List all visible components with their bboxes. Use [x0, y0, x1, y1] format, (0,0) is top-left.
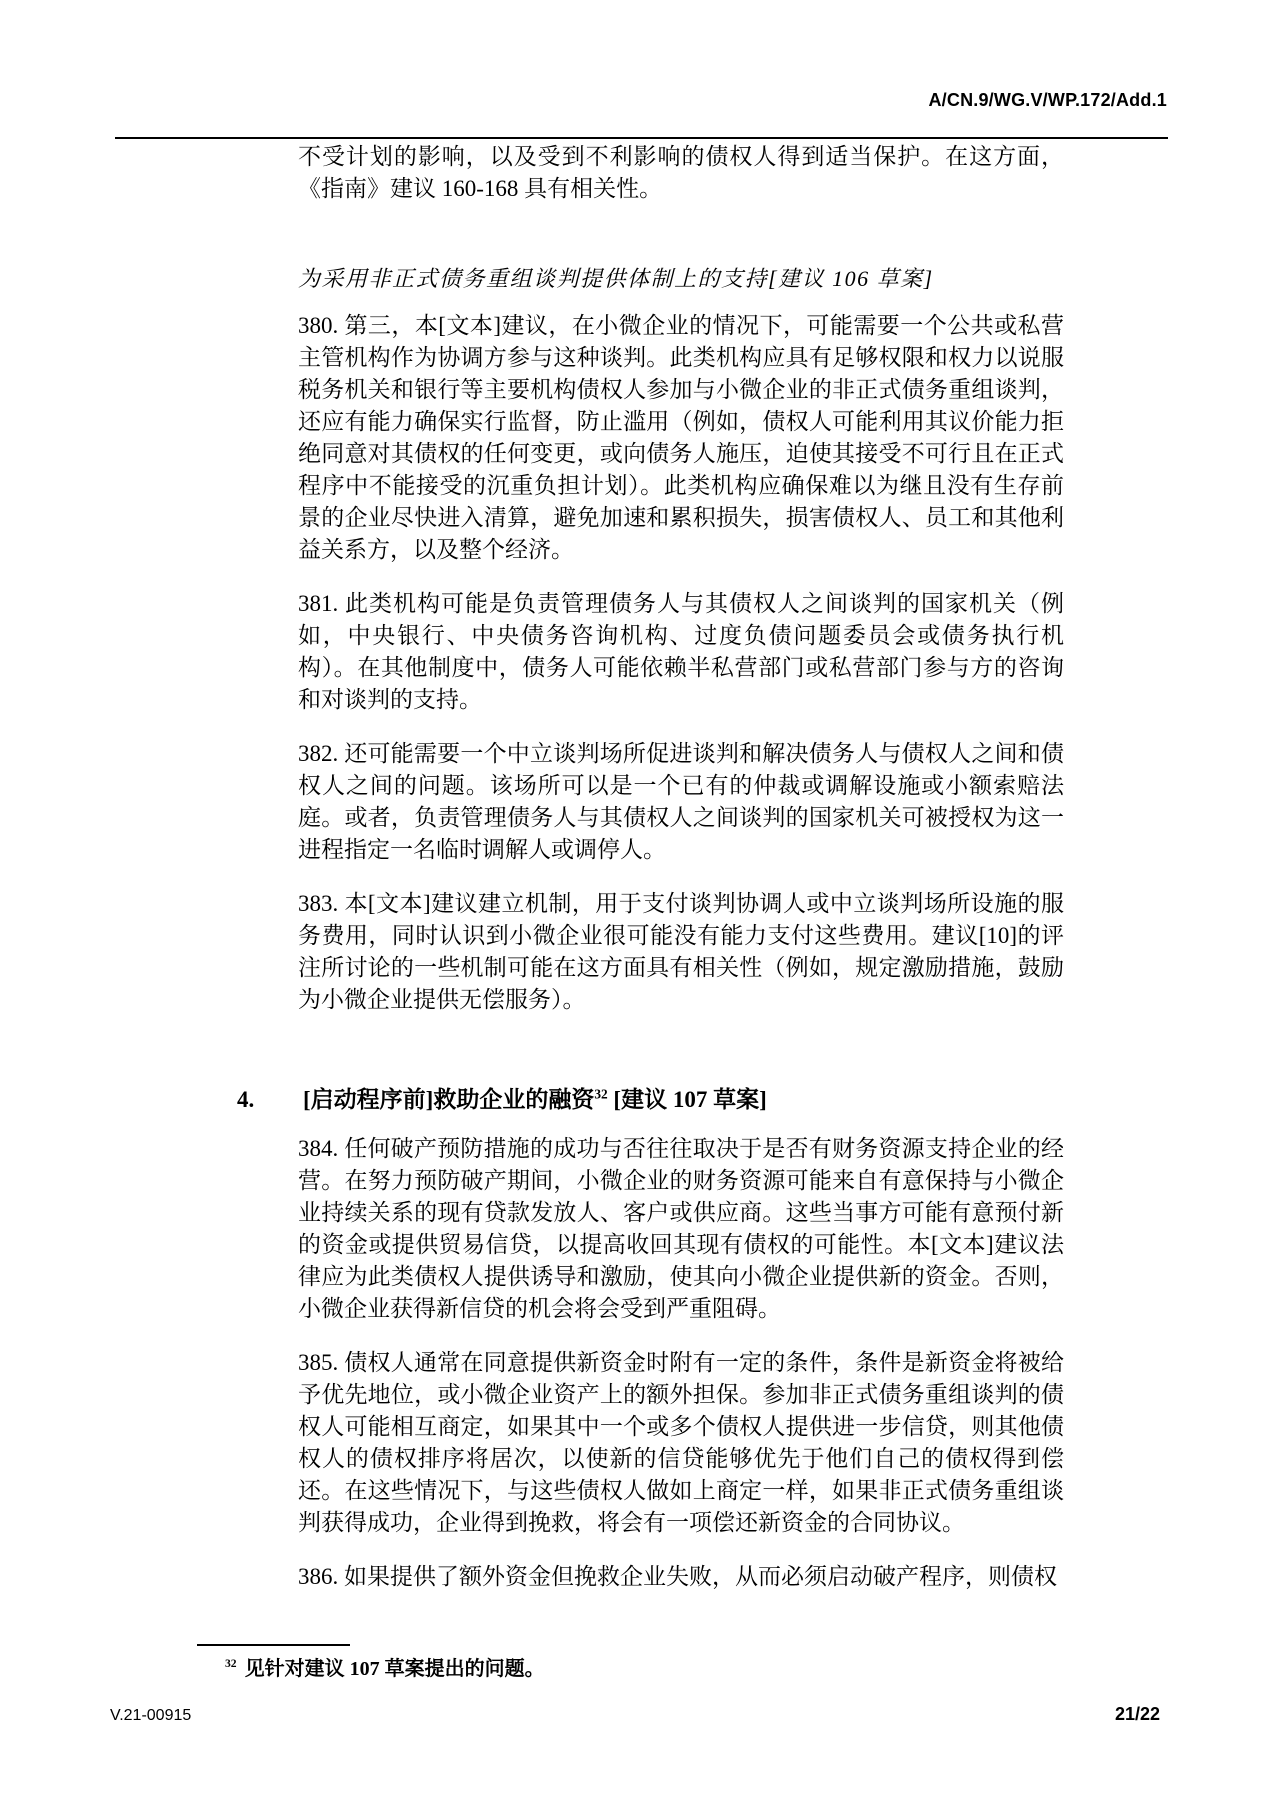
- paragraph-381: 381. 此类机构可能是负责管理债务人与其债权人之间谈判的国家机关（例如，中央银行、中央债务咨询机构、过度负债问题委员会或债务执行机构）。在其他制度中，债务人可能依赖半私营部门或私营部门参与方的咨询和对谈判的支持。: [298, 591, 1064, 712]
- header-divider: [115, 137, 1168, 139]
- footnote-32: [225, 1656, 1065, 1682]
- section-title-suffix: [建议 107 草案]: [607, 1087, 767, 1112]
- paragraph-386: 386. 如果提供了额外资金但挽救企业失败，从而必须启动破产程序，则债权: [298, 1564, 1057, 1589]
- page-number: 21/22: [1115, 1704, 1161, 1724]
- paragraph-384: 384. 任何破产预防措施的成功与否往往取决于是否有财务资源支持企业的经营。在努力预防破产期间，小微企业的财务资源可能来自有意保持与小微企业持续关系的现有贷款发放人、客户或供应商。这些当事方可能有意预付新的资金或提供贸易信贷，以提高收回其现有债权的可能性。本[文本]建议法律应为此类债权人提供诱导和激励，使其向小微企业提供新的资金。否则，小微企业获得新信贷的机会将会受到严重阻碍。: [298, 1136, 1064, 1321]
- footnote-number: 32: [225, 1657, 237, 1671]
- paragraph-continuation: 不受计划的影响，以及受到不利影响的债权人得到适当保护。在这方面，《指南》建议 160-168 具有相关性。: [298, 144, 1064, 201]
- section-title-main: [启动程序前]救助企业的融资: [303, 1087, 595, 1112]
- footnote-separator: [197, 1644, 350, 1646]
- footnote-ref-32: 32: [594, 1086, 608, 1102]
- paragraph-385: 385. 债权人通常在同意提供新资金时附有一定的条件，条件是新资金将被给予优先地位，或小微企业资产上的额外担保。参加非正式债务重组谈判的债权人可能相互商定，如果其中一个或多个债权人提供进一步信贷，则其他债权人的债权排序将居次，以使新的信贷能够优先于他们自己的债权得到偿还。在这些情况下，与这些债权人做如上商定一样，如果非正式债务重组谈判获得成功，企业得到挽救，将会有一项偿还新资金的合同协议。: [298, 1350, 1064, 1535]
- document-symbol: A/CN.9/WG.V/WP.172/Add.1: [928, 90, 1167, 110]
- paragraph-380: 380. 第三，本[文本]建议，在小微企业的情况下，可能需要一个公共或私营主管机构作为协调方参与这种谈判。此类机构应具有足够权限和权力以说服税务机关和银行等主要机构债权人参加与小微企业的非正式债务重组谈判，还应有能力确保实行监督，防止滥用（例如，债权人可能利用其议价能力拒绝同意对其债权的任何变更，或向债务人施压，迫使其接受不可行且在正式程序中不能接受的沉重负担计划）。此类机构应确保难以为继且没有生存前景的企业尽快进入清算，避免加速和累积损失，损害债权人、员工和其他利益关系方，以及整个经济。: [298, 313, 1064, 562]
- job-number: V.21-00915: [110, 1707, 192, 1724]
- subheading-recommendation-106: 为采用非正式债务重组谈判提供体制上的支持[建议 106 草案]: [298, 266, 934, 291]
- document-body: [237, 141, 1064, 1615]
- paragraph-383: 383. 本[文本]建议建立机制，用于支付谈判协调人或中立谈判场所设施的服务费用，同时认识到小微企业很可能没有能力支付这些费用。建议[10]的评注所讨论的一些机制可能在这方面具有相关性（例如，规定激励措施，鼓励为小微企业提供无偿服务）。: [298, 891, 1064, 1012]
- section-heading-4: [237, 1083, 1064, 1117]
- footnote-text: 见针对建议 107 草案提出的问题。: [239, 1658, 545, 1680]
- section-number: 4.: [237, 1087, 255, 1112]
- paragraph-382: 382. 还可能需要一个中立谈判场所促进谈判和解决债务人与债权人之间和债权人之间的问题。该场所可以是一个已有的仲裁或调解设施或小额索赔法庭。或者，负责管理债务人与其债权人之间谈判的国家机关可被授权为这一进程指定一名临时调解人或调停人。: [298, 741, 1064, 862]
- section-title: [303, 1083, 767, 1117]
